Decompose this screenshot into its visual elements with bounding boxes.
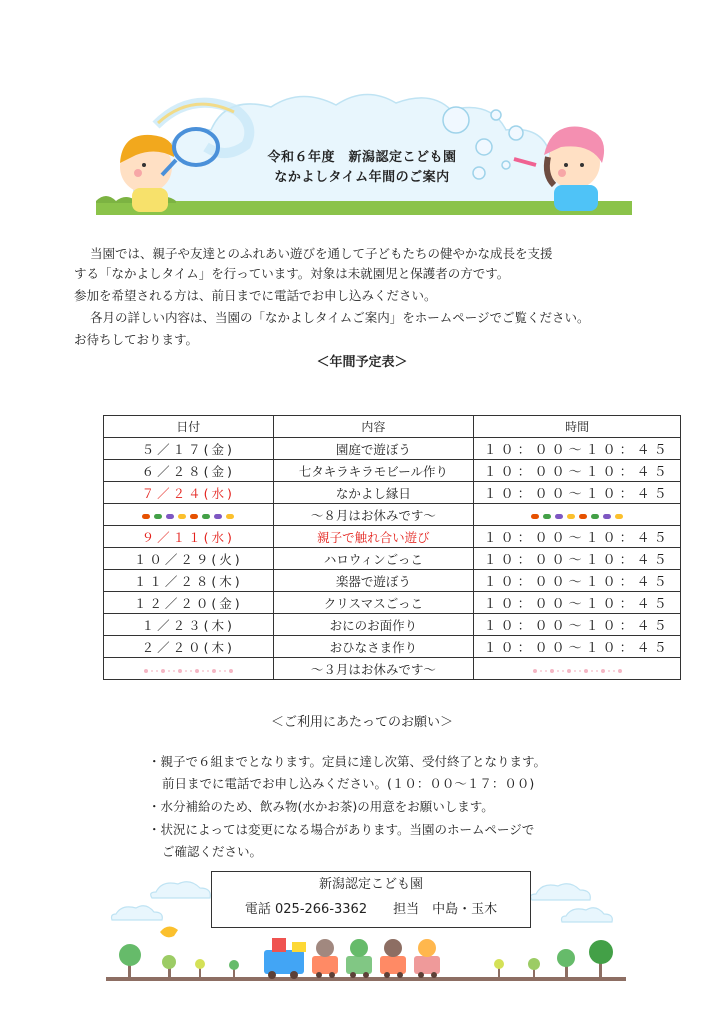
flower-decoration xyxy=(474,658,681,680)
col-header-content: 内容 xyxy=(273,416,474,438)
flower-decoration xyxy=(104,658,274,680)
row-date: １／２３(木) xyxy=(104,614,274,636)
row-date: １１／２８(木) xyxy=(104,570,274,592)
intro-line: 各月の詳しい内容は、当園の「なかよしタイムご案内」をホームページでご覧ください。 xyxy=(90,310,590,325)
vegetable-decoration xyxy=(104,504,274,526)
note-item-continued: 前日までに電話でお申し込みください。(１０：００〜１７：００) xyxy=(162,776,535,791)
header-title-line1: 令和６年度 新潟認定こども園 xyxy=(267,150,457,165)
note-item: ・水分補給のため、飲み物(水かお茶)の用意をお願いします。 xyxy=(148,799,494,814)
row-date: １２／２０(金) xyxy=(104,592,274,614)
row-content: 園庭で遊ぼう xyxy=(273,438,474,460)
row-time: １０：００〜１０：４５ xyxy=(474,438,681,460)
row-content: クリスマスごっこ xyxy=(273,592,474,614)
row-time: １０：００〜１０：４５ xyxy=(474,482,681,504)
row-time: １０：００〜１０：４５ xyxy=(474,460,681,482)
table-row xyxy=(104,438,681,460)
table-row xyxy=(104,526,681,548)
schedule-heading: ＜年間予定表＞ xyxy=(316,355,408,370)
row-time: １０：００〜１０：４５ xyxy=(474,636,681,658)
note-item: ・親子で６組までとなります。定員に達し次第、受付終了となります。 xyxy=(148,754,547,769)
row-date: ９／１１(水) xyxy=(104,526,274,548)
schedule-table xyxy=(103,415,681,680)
notes-heading: ＜ご利用にあたってのお願い＞ xyxy=(270,715,453,730)
row-content: おにのお面作り xyxy=(273,614,474,636)
row-date: １０／２９(火) xyxy=(104,548,274,570)
contact-name: 新潟認定こども園 xyxy=(318,877,423,892)
row-content: おひなさま作り xyxy=(273,636,474,658)
table-row xyxy=(104,548,681,570)
table-row xyxy=(104,636,681,658)
row-time: １０：００〜１０：４５ xyxy=(474,592,681,614)
note-item-continued: ご確認ください。 xyxy=(162,844,263,859)
table-row xyxy=(104,592,681,614)
row-content: 親子で触れ合い遊び xyxy=(273,526,474,548)
table-row xyxy=(104,482,681,504)
header-title-line2: なかよしタイム年間のご案内 xyxy=(274,170,450,185)
table-row xyxy=(104,614,681,636)
intro-line: する「なかよしタイム」を行っています。対象は未就園児と保護者の方です。 xyxy=(74,266,510,281)
table-row xyxy=(104,460,681,482)
table-header-row xyxy=(104,416,681,438)
intro-line: 当園では、親子や友達とのふれあい遊びを通して子どもたちの健やかな成長を支援 xyxy=(90,246,553,261)
intro-line: 参加を希望される方は、前日までに電話でお申し込みください。 xyxy=(74,288,437,303)
row-time: １０：００〜１０：４５ xyxy=(474,570,681,592)
table-row xyxy=(104,570,681,592)
row-time: １０：００〜１０：４５ xyxy=(474,614,681,636)
row-content: 〜８月はお休みです〜 xyxy=(273,504,474,526)
row-time: １０：００〜１０：４５ xyxy=(474,548,681,570)
row-content: なかよし縁日 xyxy=(273,482,474,504)
col-header-time: 時間 xyxy=(474,416,681,438)
row-content: ハロウィンごっこ xyxy=(273,548,474,570)
table-row-holiday xyxy=(104,658,681,680)
row-date: ７／２４(水) xyxy=(104,482,274,504)
row-time: １０：００〜１０：４５ xyxy=(474,526,681,548)
contact-box xyxy=(211,871,531,928)
row-date: ５／１７(金) xyxy=(104,438,274,460)
row-content: 〜３月はお休みです〜 xyxy=(273,658,474,680)
table-row-holiday xyxy=(104,504,681,526)
row-date: ６／２８(金) xyxy=(104,460,274,482)
row-date: ２／２０(木) xyxy=(104,636,274,658)
vegetable-decoration xyxy=(474,504,681,526)
note-item: ・状況によっては変更になる場合があります。当園のホームページで xyxy=(148,822,535,837)
row-content: 楽器で遊ぼう xyxy=(273,570,474,592)
intro-line: お待ちしております。 xyxy=(74,332,199,347)
contact-phone: 電話 025-266-3362 担当 中島・玉木 xyxy=(244,902,498,917)
col-header-date: 日付 xyxy=(104,416,274,438)
row-content: 七タキラキラモビール作り xyxy=(273,460,474,482)
